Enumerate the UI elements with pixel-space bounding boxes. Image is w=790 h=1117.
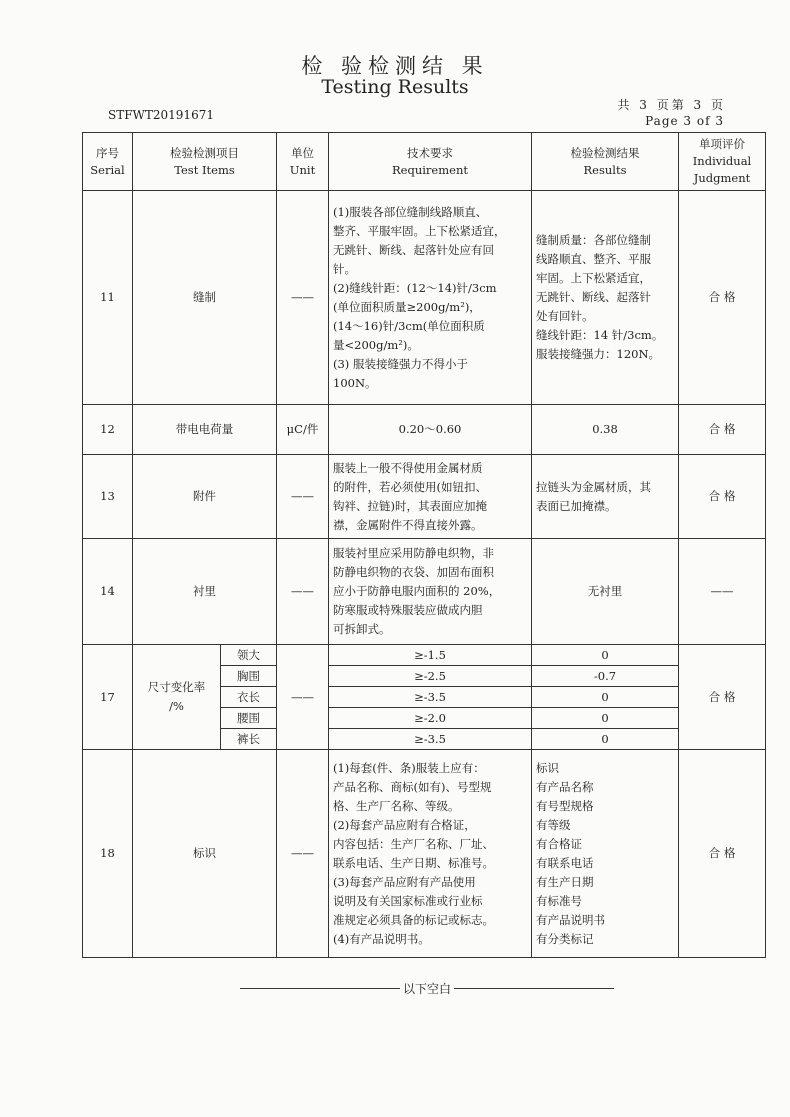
row-test-item: 附件 <box>133 455 277 539</box>
subitem-result: 0 <box>532 645 679 666</box>
requirement-line: 服装上一般不得使用金属材质 <box>333 460 483 475</box>
page-title-en: Testing Results <box>321 76 469 98</box>
test-item-line: 尺寸变化率 <box>147 680 206 694</box>
report-number: STFWT20191671 <box>108 108 214 122</box>
header-judgment <box>679 133 766 191</box>
footer-text: 以下空白 <box>402 982 451 996</box>
result-line: 标识 <box>536 760 559 775</box>
footer-line-left <box>240 988 400 989</box>
header-judgment-en-1: Individual <box>692 154 752 168</box>
requirement-line: (14～16)针/3cm(单位面积质 <box>333 318 485 333</box>
subitem-requirement: ≥-2.0 <box>329 708 532 729</box>
result-line: 处有回针。 <box>536 309 594 323</box>
row-test-item: 衬里 <box>133 539 277 645</box>
row-serial: 11 <box>83 191 133 405</box>
table-row <box>83 645 766 666</box>
result-line: 有合格证 <box>536 836 582 851</box>
result-line: 拉链头为金属材质，其 <box>536 479 651 494</box>
result-line: 有标准号 <box>536 893 582 908</box>
row-result: 0.38 <box>532 405 679 455</box>
result-line: 缝制质量：各部位缝制 <box>536 233 651 247</box>
test-item-line: /% <box>169 699 184 713</box>
table-header-row <box>83 133 766 191</box>
row-serial: 12 <box>83 405 133 455</box>
row-judgment: 合 格 <box>679 750 766 958</box>
row-test-item <box>133 645 221 750</box>
result-line: 表面已加掩襟。 <box>536 498 617 513</box>
result-line: 线路顺直、整齐、平服 <box>536 252 651 266</box>
requirement-line: 防静电织物的衣袋、加固布面积 <box>333 565 494 579</box>
subitem-name: 裤长 <box>221 729 277 750</box>
requirement-line: (单位面积质量≥200g/m²)， <box>333 299 481 314</box>
header-requirement <box>329 133 532 191</box>
subitem-requirement: ≥-3.5 <box>329 687 532 708</box>
row-test-item: 缝制 <box>133 191 277 405</box>
row-judgment: 合 格 <box>679 405 766 455</box>
requirement-line: 内容包括：生产厂名称、厂址、 <box>333 836 494 851</box>
requirement-line: 联系电话、生产日期、标准号。 <box>333 855 494 870</box>
table-row <box>83 539 766 645</box>
subitem-result: -0.7 <box>532 666 679 687</box>
subitem-name: 领大 <box>221 645 277 666</box>
subitem-result: 0 <box>532 687 679 708</box>
row-unit: μC/件 <box>277 405 329 455</box>
header-test-items-cn: 检验检测项目 <box>170 145 239 160</box>
result-line: 服装接缝强力：120N。 <box>536 347 661 361</box>
requirement-line: (2)缝线针距：(12～14)针/3cm <box>333 280 497 295</box>
result-line: 缝线针距：14 针/3cm。 <box>536 328 664 342</box>
requirement-line: (1)服装各部位缝制线路顺直、 <box>333 204 488 219</box>
header-test-items-en: Test Items <box>174 162 235 177</box>
requirement-line: 襟，金属附件不得直接外露。 <box>333 517 483 532</box>
row-test-item: 标识 <box>133 750 277 958</box>
row-judgment: —— <box>679 539 766 645</box>
header-serial <box>83 133 133 191</box>
table-row <box>83 455 766 539</box>
subitem-result: 0 <box>532 729 679 750</box>
header-requirement-cn: 技术要求 <box>407 145 453 160</box>
header-unit-cn: 单位 <box>291 145 314 160</box>
header-results <box>532 133 679 191</box>
row-judgment: 合 格 <box>679 455 766 539</box>
requirement-line: 产品名称、商标(如有)、号型规 <box>333 779 492 794</box>
header-serial-en: Serial <box>90 162 125 177</box>
requirement-line: 防寒服或特殊服装应做成内胆 <box>333 603 483 617</box>
result-line: 有产品说明书 <box>536 912 605 927</box>
result-line: 牢固。上下松紧适宜， <box>536 271 651 285</box>
row-result <box>532 191 679 405</box>
row-result <box>532 455 679 539</box>
header-serial-cn: 序号 <box>96 145 119 160</box>
header-test-items <box>133 133 277 191</box>
row-result <box>532 750 679 958</box>
requirement-line: (1)每套(件、条)服装上应有： <box>333 760 485 775</box>
page-info-en: Page 3 of 3 <box>645 114 724 128</box>
requirement-line: 钩袢、拉链)时，其表面应加掩 <box>333 498 487 513</box>
header-unit-en: Unit <box>289 162 316 177</box>
requirement-line: 整齐、平服牢固。上下松紧适宜， <box>333 223 506 238</box>
footer-line-right <box>454 988 614 989</box>
row-serial: 18 <box>83 750 133 958</box>
requirement-line: 100N。 <box>333 375 377 390</box>
row-unit: —— <box>277 645 329 750</box>
result-line: 有生产日期 <box>536 874 594 889</box>
result-line: 有联系电话 <box>536 855 594 870</box>
subitem-result: 0 <box>532 708 679 729</box>
row-serial: 14 <box>83 539 133 645</box>
requirement-line: 准规定必须具备的标记或标志。 <box>333 912 494 927</box>
requirement-line: (3) 服装接缝强力不得小于 <box>333 356 468 371</box>
row-requirement <box>329 539 532 645</box>
row-test-item: 带电电荷量 <box>133 405 277 455</box>
header-results-en: Results <box>583 162 627 177</box>
result-line: 有号型规格 <box>536 798 594 813</box>
requirement-line: 服装衬里应采用防静电织物，非 <box>333 546 494 560</box>
header-judgment-cn: 单项评价 <box>699 137 745 151</box>
subitem-requirement: ≥-2.5 <box>329 666 532 687</box>
requirement-line: 应小于防静电服内面积的 20%， <box>333 584 501 598</box>
subitem-name: 胸围 <box>221 666 277 687</box>
row-requirement <box>329 750 532 958</box>
requirement-line: 无跳针、断线、起落针处应有回 <box>333 242 494 257</box>
result-line: 有分类标记 <box>536 931 594 946</box>
row-serial: 17 <box>83 645 133 750</box>
result-line: 无跳针、断线、起落针 <box>536 290 651 304</box>
subitem-name: 衣长 <box>221 687 277 708</box>
results-table <box>82 132 766 958</box>
row-unit: —— <box>277 539 329 645</box>
header-requirement-en: Requirement <box>392 162 468 177</box>
requirement-line: 格、生产厂名称、等级。 <box>333 798 460 813</box>
header-results-cn: 检验检测结果 <box>570 145 640 160</box>
result-line: 有产品名称 <box>536 779 594 794</box>
row-judgment: 合 格 <box>679 191 766 405</box>
row-requirement: 0.20～0.60 <box>329 405 532 455</box>
page-title-cn: 检 验检测结 果 <box>301 54 489 78</box>
subitem-requirement: ≥-1.5 <box>329 645 532 666</box>
requirement-line: 针。 <box>333 261 356 276</box>
requirement-line: 量<200g/m²)。 <box>333 337 419 352</box>
requirement-line: 说明及有关国家标准或行业标 <box>333 893 483 908</box>
row-judgment: 合 格 <box>679 645 766 750</box>
row-serial: 13 <box>83 455 133 539</box>
row-unit: —— <box>277 191 329 405</box>
table-row <box>83 191 766 405</box>
header-judgment-en-2: Judgment <box>693 171 751 185</box>
table-row <box>83 750 766 958</box>
row-requirement <box>329 455 532 539</box>
requirement-line: 可拆卸式。 <box>333 622 391 636</box>
result-line: 有等级 <box>536 817 571 832</box>
row-unit: —— <box>277 750 329 958</box>
requirement-line: (2)每套产品应附有合格证， <box>333 817 476 832</box>
subitem-requirement: ≥-3.5 <box>329 729 532 750</box>
row-requirement <box>329 191 532 405</box>
requirement-line: 的附件，若必须使用(如钮扣、 <box>333 479 487 494</box>
page-info-cn: 共 3 页第 3 页 <box>617 98 726 112</box>
table-row <box>83 405 766 455</box>
requirement-line: (4)有产品说明书。 <box>333 931 430 946</box>
header-unit <box>277 133 329 191</box>
requirement-line: (3)每套产品应附有产品使用 <box>333 874 476 889</box>
row-result: 无衬里 <box>532 539 679 645</box>
row-unit: —— <box>277 455 329 539</box>
end-of-report-marker <box>240 980 614 996</box>
subitem-name: 腰围 <box>221 708 277 729</box>
